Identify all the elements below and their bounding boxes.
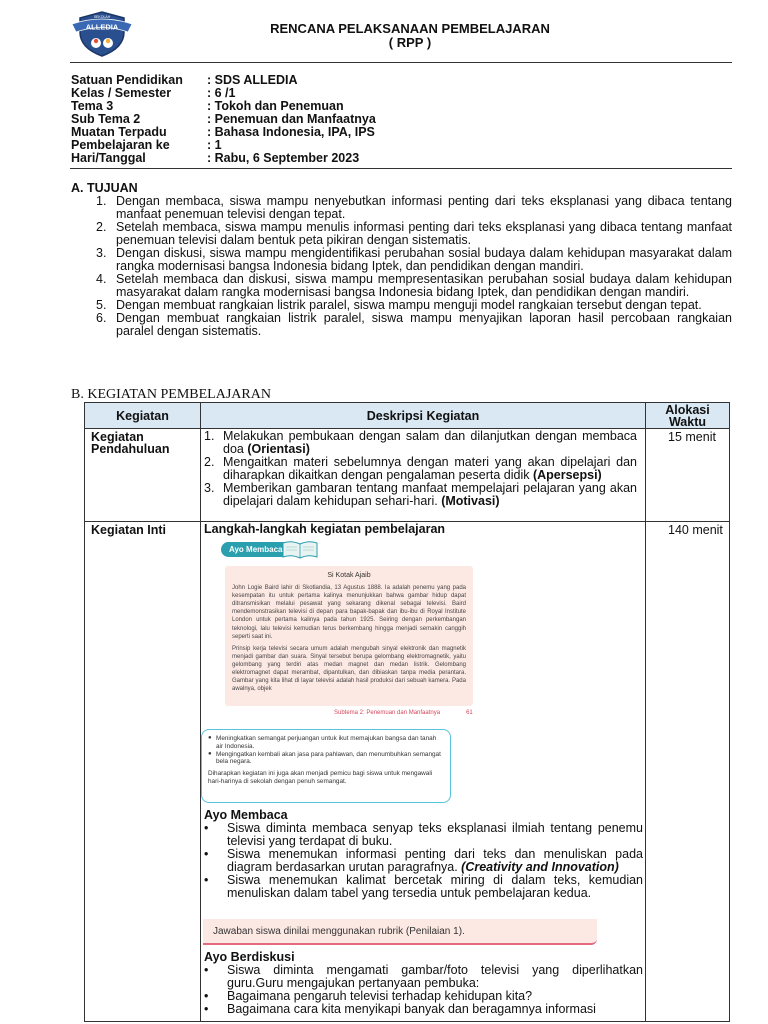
identity-block <box>71 74 376 165</box>
list-item: ● Meningkatkan semangat perjuangan untuk ikut memajukan bangsa dan tanah air Indonesia. <box>208 735 437 750</box>
list-item: 6. Dengan membuat rangkaian listrik paralel, siswa mampu menyajikan laporan hasil percobaan rangkaian paralel dengan sistematis. <box>96 311 732 338</box>
note-text: Diharapkan kegiatan ini juga akan menjadi pemicu bagi siswa untuk mengawali hari-harinya di sekolah dengan penuh semangat. <box>208 770 433 785</box>
ayo-membaca-list <box>204 822 643 900</box>
identity-row: Hari/Tanggal : Rabu, 6 September 2023 <box>71 151 360 165</box>
reading-title: Si Kotak Ajaib <box>327 572 371 579</box>
ayo-membaca-tag: Ayo Membaca <box>221 542 291 557</box>
ayo-membaca-heading: Ayo Membaca <box>204 808 288 822</box>
pendahuluan-description <box>201 429 646 522</box>
list-item: • Siswa diminta membaca senyap teks eksplanasi ilmiah tentang penemu televisi yang terdapat di buku. <box>204 821 643 848</box>
identity-row: Muatan Terpadu : Bahasa Indonesia, IPA, IPS <box>71 125 375 139</box>
list-item: 4. Setelah membaca dan diskusi, siswa mampu mempresentasikan perubahan sosial budaya dalam kehidupan masyarakat dalam rangka modernisasi bangsa Indonesia bidang Iptek, dan pendidikan dengan mandiri. <box>96 272 732 299</box>
activities-table <box>84 402 730 1022</box>
column-header-kegiatan: Kegiatan <box>85 403 201 429</box>
document-subtitle: ( RPP ) <box>388 35 432 50</box>
time-inti: 140 menit <box>646 522 730 1022</box>
goals-list <box>96 195 732 338</box>
teacher-note-box <box>201 729 451 803</box>
identity-row: Satuan Pendidikan : SDS ALLEDIA <box>71 73 298 87</box>
page-number: 61 <box>466 710 473 716</box>
bullet-icon: ● <box>208 750 212 757</box>
reading-paragraph: John Logie Baird lahir di Skotlandia, 13 Agustus 1888. Ia adalah penemu yang pada kesempatan itu untuk pertama kalinya menunjukkan bahwa gambar hidup dapat ditransmisikan melalui pesawat yang sekarang dikenal sebagai televisi. Baird mendemonstrasikan televisi di depan para bapak-bapak dan ibu-ibu di Royal Institute London untuk pertama kalinya pada tahun 1925. Seiring dengan perkembangan teknologi, lalu televisi kemudian terus berkembang hingga menjadi semakin canggih seperti saat ini. <box>232 585 466 640</box>
bullet-icon: • <box>204 847 209 861</box>
logo-text: ALLEDIA <box>85 22 119 32</box>
identity-row: Kelas / Semester : 6 /1 <box>71 86 236 100</box>
list-item: • Bagaimana pengaruh televisi terhadap kehidupan kita? <box>204 989 533 1003</box>
bullet-icon: • <box>204 1002 209 1016</box>
list-item: 1. Dengan membaca, siswa mampu nenyebutkan informasi penting dari teks eksplanasi yang dibaca tentang manfaat penemuan televisi dengan tepat. <box>96 194 732 221</box>
logo-caption: SEKOLAH <box>93 15 111 19</box>
row-label-inti: Kegiatan Inti <box>85 522 201 1022</box>
column-header-alokasi: Alokasi Waktu <box>646 403 730 429</box>
ayo-berdiskusi-list <box>204 964 643 1016</box>
list-item: • Bagaimana cara kita menyikapi banyak dan beragamnya informasi <box>204 1002 596 1016</box>
list-item: 2. Setelah membaca, siswa mampu menulis informasi penting dari teks eksplanasi yang dibaca tentang manfaat penemuan televisi dalam bentuk peta pikiran dengan sistematis. <box>96 220 732 247</box>
bullet-icon: ● <box>208 735 212 741</box>
list-item: ● Mengingatkan kembali akan jasa para pahlawan, dan menumbuhkan semangat bela negara. <box>208 750 441 766</box>
bullet-icon: • <box>204 821 209 835</box>
list-item: 2. Mengaitkan materi sebelumnya dengan materi yang akan dipelajari dan diharapkan dikaitkan dengan pengalaman peserta didik (Apersepsi) <box>204 455 637 482</box>
bullet-icon: • <box>204 873 209 887</box>
header-divider <box>70 62 732 63</box>
table-row <box>85 522 730 1022</box>
bullet-icon: • <box>204 989 209 1003</box>
identity-row: Pembelajaran ke : 1 <box>71 138 222 152</box>
list-item: • Siswa menemukan kalimat bercetak miring di dalam teks, kemudian menuliskan dalam tabel yang tersedia untuk pembelajaran kedua. <box>204 873 643 900</box>
ayo-berdiskusi-heading: Ayo Berdiskusi <box>204 950 295 964</box>
rubric-note: Jawaban siswa dinilai menggunakan rubrik (Penilaian 1). <box>203 919 597 945</box>
list-item: 3. Memberikan gambaran tentang manfaat mempelajari pelajaran yang akan dipelajari dalam kehidupan sehari-hari. (Motivasi) <box>204 481 637 508</box>
reading-text-panel <box>225 566 473 706</box>
identity-row: Tema 3 : Tokoh dan Penemuan <box>71 99 344 113</box>
list-item: 3. Dengan diskusi, siswa mampu mengidentifikasi perubahan sosial budaya dalam kehidupan masyarakat dalam rangka modernisasi bangsa Indonesia bidang Iptek, dan pendidikan dengan mandiri. <box>96 246 732 273</box>
row-label-pendahuluan: Kegiatan Pendahuluan <box>85 429 201 522</box>
book-footer: Subtema 2: Penemuan dan Manfaatnya 61 <box>334 710 473 716</box>
list-item: • Siswa menemukan informasi penting dari teks dan menuliskan pada diagram berdasarkan urutan paragrafnya. (Creativity and Innovation) <box>204 847 643 874</box>
list-item: 1. Melakukan pembukaan dengan salam dan dilanjutkan dengan membaca doa (Orientasi) <box>204 429 637 456</box>
document-title: RENCANA PELAKSANAAN PEMBELAJARAN <box>270 21 550 36</box>
section-a-heading: A. TUJUAN <box>71 181 138 195</box>
bullet-icon: • <box>204 963 209 977</box>
time-pendahuluan: 15 menit <box>646 429 730 522</box>
open-book-icon <box>281 539 319 559</box>
table-header-row <box>85 403 730 429</box>
table-row <box>85 429 730 522</box>
list-item: 5. Dengan membuat rangkaian listrik paralel, siswa mampu menguji model rangkaian tersebut dengan tepat. <box>96 298 702 312</box>
reading-paragraph: Prinsip kerja televisi secara umum adalah mengubah sinyal elektronik dan magnetik menjadi gambar dan suara. Sinyal tersebut berupa gelombang elektromagnetik, yaitu gelombang yang terdiri atas medan magnet dan medan listrik. Gelombang elektromagnet dapat merambat, dipantulkan, dan dibiaskan tanpa media perantara. Gambar yang kita lihat di layar televisi adalah hasil produksi dari sebuah kamera. Pada awalnya, objek <box>232 645 466 693</box>
inti-description <box>201 522 646 1022</box>
column-header-deskripsi: Deskripsi Kegiatan <box>201 403 646 429</box>
section-b-heading: B. KEGIATAN PEMBELAJARAN <box>71 387 271 402</box>
school-logo <box>70 10 134 58</box>
identity-row: Sub Tema 2 : Penemuan dan Manfaatnya <box>71 112 376 126</box>
list-item: • Siswa diminta mengamati gambar/foto televisi yang diperlihatkan guru.Guru mengajukan pertanyaan pembuka: <box>204 963 643 990</box>
identity-divider <box>70 168 732 169</box>
steps-heading: Langkah-langkah kegiatan pembelajaran <box>204 522 446 536</box>
textbook-excerpt <box>219 542 473 720</box>
